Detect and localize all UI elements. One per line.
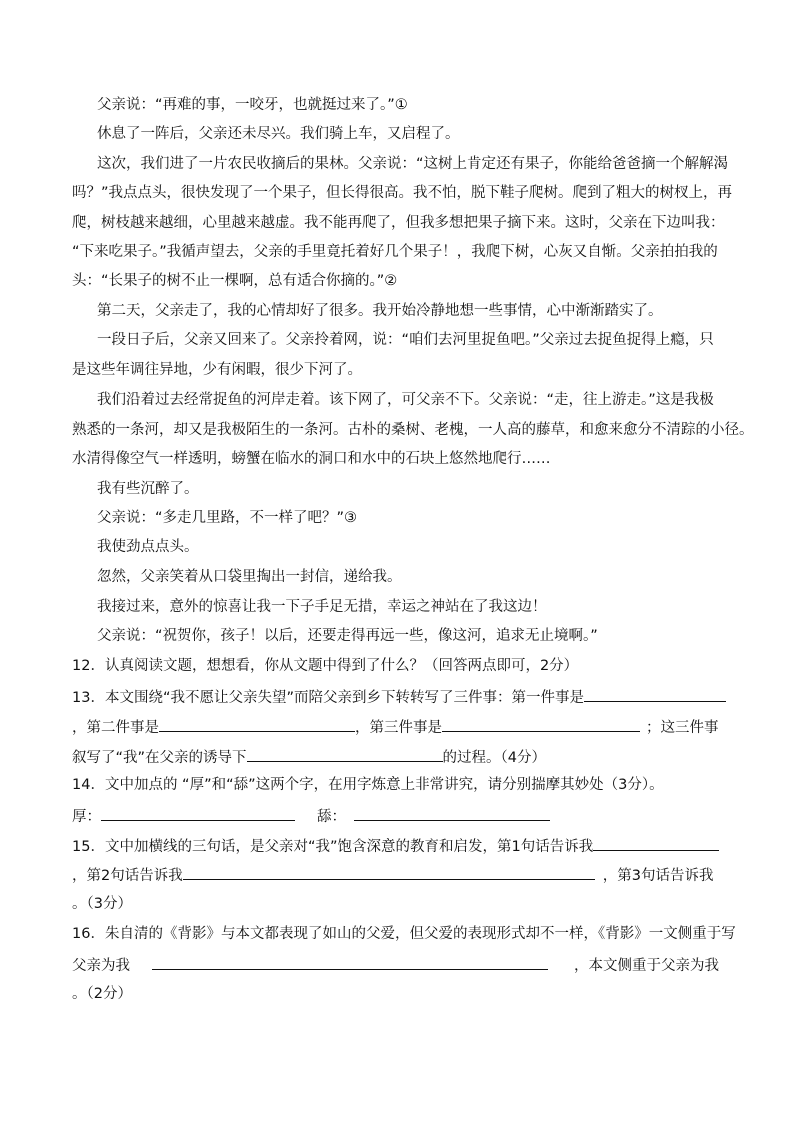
paragraph-line: 我使劲点点头。 — [97, 539, 199, 555]
q13-text: ，第二件事是 — [72, 720, 159, 736]
answer-blank[interactable] — [584, 686, 726, 702]
q13-text: 13．本文围绕“我不愿让父亲失望”而陪父亲到乡下转转写了三件事：第一件事是 — [72, 690, 584, 706]
question-16-line-1: 16．朱自清的《背影》与本文都表现了如山的父爱，但父爱的表现形式却不一样，《背影》一文侧重于写 — [72, 926, 736, 942]
paragraph-line: 第二天，父亲走了，我的心情却好了很多。我开始冷静地想一些事情，心中渐渐踏实了。 — [97, 303, 663, 319]
paragraph-line: 是这些年调往异地，少有闲暇，很少下河了。 — [72, 362, 362, 378]
answer-blank[interactable] — [593, 835, 719, 851]
q13-text: 的过程。（4分） — [442, 750, 547, 766]
question-16-line-3: 。（2分） — [72, 986, 132, 1002]
paragraph-line: 我接过来，意外的惊喜让我一下子手足无措，幸运之神站在了我这边！ — [97, 599, 547, 615]
paragraph-line: 水清得像空气一样透明，螃蟹在临水的洞口和水中的石块上悠然地爬行…… — [72, 451, 551, 467]
q14-tian-label: 舔： — [317, 809, 346, 825]
paragraph-line: 我有些沉醉了。 — [97, 481, 199, 497]
q15-text: 15．文中加横线的三句话，是父亲对“我”饱含深意的教育和启发，第1句话告诉我 — [72, 839, 594, 855]
question-12: 12．认真阅读文题，想想看，你从文题中得到了什么？（回答两点即可，2分） — [72, 658, 579, 674]
paragraph-line: 头：“长果子的树不止一棵啊，总有适合你摘的。”② — [72, 273, 398, 289]
answer-blank[interactable] — [354, 805, 550, 821]
paragraph-line: 父亲说：“再难的事，一咬牙，也就挺过来了。”① — [97, 97, 408, 113]
q15-text: ，第2句话告诉我 — [72, 868, 183, 884]
paragraph-line: 这次，我们进了一片农民收摘后的果林。父亲说：“这树上肯定还有果子，你能给爸爸摘一个解解渴 — [97, 156, 729, 172]
q15-text: ，第3句话告诉我 — [602, 868, 714, 884]
answer-blank[interactable] — [247, 746, 443, 762]
paragraph-line: 父亲说：“祝贺你，孩子！以后，还要走得再远一些，像这河，追求无止境啊。” — [97, 628, 598, 644]
question-16-line-2 — [72, 954, 732, 974]
answer-blank[interactable] — [101, 805, 295, 821]
answer-blank[interactable] — [442, 716, 640, 732]
paragraph-line: “下来吃果子。”我循声望去，父亲的手里竟托着好几个果子！，我爬下树，心灰又自惭。父亲拍拍我的 — [72, 244, 718, 260]
q16-text: 父亲为我 — [72, 958, 130, 974]
paragraph-line: 吗？”我点点头，很快发现了一个果子，但长得很高。我不怕，脱下鞋子爬树。爬到了粗大的树杈上，再 — [72, 185, 733, 201]
paragraph-line: 父亲说：“多走几里路，不一样了吧？”③ — [97, 510, 358, 526]
question-13-line-2 — [72, 716, 732, 736]
question-13-line-3 — [72, 746, 732, 766]
answer-blank[interactable] — [183, 864, 595, 880]
paragraph-line: 我们沿着过去经常捉鱼的河岸走着。该下网了，可父亲不下。父亲说：“走，往上游走。”这是我极 — [97, 392, 714, 408]
paragraph-line: 爬，树枝越来越细，心里越来越虚。我不能再爬了，但我多想把果子摘下来。这时，父亲在下边叫我： — [72, 215, 725, 231]
q16-text: ，本文侧重于父亲为我 — [574, 958, 719, 974]
question-13-line-1 — [72, 686, 732, 706]
question-15-line-3: 。（3分） — [72, 896, 132, 912]
answer-blank[interactable] — [152, 954, 548, 970]
paragraph-line: 忽然，父亲笑着从口袋里掏出一封信，递给我。 — [97, 569, 402, 585]
question-15-line-1 — [72, 835, 732, 855]
q14-hou-label: 厚： — [72, 809, 101, 825]
q13-text: 叙写了“我”在父亲的诱导下 — [72, 750, 247, 766]
question-14: 14．文中加点的 “厚”和“舔”这两个字，在用字炼意上非常讲究，请分别揣摩其妙处（3分）。 — [72, 777, 664, 793]
paragraph-line: 休息了一阵后，父亲还未尽兴。我们骑上车，又启程了。 — [97, 126, 460, 142]
q13-text: ；这三件事 — [646, 720, 719, 736]
q13-text: ，第三件事是 — [355, 720, 442, 736]
paragraph-line: 熟悉的一条河，却又是我极陌生的一条河。古朴的桑树、老槐，一人高的藤草，和愈来愈分不清踪的小径。 — [72, 422, 754, 438]
question-15-line-2 — [72, 864, 732, 884]
answer-blank[interactable] — [159, 716, 355, 732]
question-14-answers — [72, 805, 732, 825]
paragraph-line: 一段日子后，父亲又回来了。父亲拎着网，说：“咱们去河里捉鱼吧。”父亲过去捉鱼捉得上瘾，只 — [97, 332, 714, 348]
